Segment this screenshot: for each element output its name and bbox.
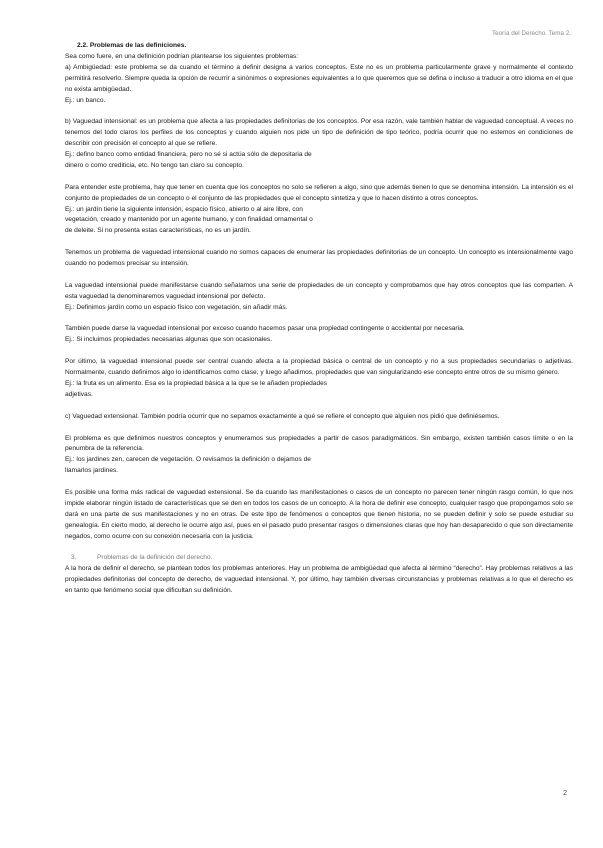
- paragraph: Ej.: defino banco como entidad financiera, pero no sé si actúa sólo de depositaria de: [65, 151, 312, 159]
- paragraph: Por último, la vaguedad intensional puede ser central cuando afecta a la propiedad básica o central de un concepto y no a sus propiedades secundarias o adjetivas. Normalmente, cuando definimos algo lo identificamos como clase, y luego añadimos, propiedades que van singularizando ese concepto entre otros de su mismo género.: [65, 358, 573, 377]
- page-header: Teoría del Derecho. Tema 2.: [492, 30, 571, 37]
- paragraph-gap: [65, 346, 573, 357]
- section-number: 3.: [71, 554, 77, 562]
- paragraph: A la hora de definir el derecho, se plantean todos los problemas anteriores. Hay un problema de ambigüedad que afecta al término “derecho”. Hay problemas relativos a las propiedades definitorias del concepto de derecho, de vaguedad intensional. Y, por último, hay también diversas circunstancias y problemas relativas a lo que el derecho es en tanto que fenómeno social que dificultan su definición.: [65, 565, 573, 595]
- paragraph: Ej.: la fruta es un alimento. Esa es la propiedad básica a la que se le añaden propiedades: [65, 380, 328, 387]
- paragraph: Tenemos un problema de vaguedad intensional cuando no somos capaces de enumerar las propiedades definitorias de un concepto. Un concepto es intensionalmente vago cuando no podemos precisar su intensión.: [65, 249, 573, 268]
- paragraph: Ej.: los jardines zen, carecen de vegetación. O revisamos la definición o dejamos de: [65, 456, 311, 464]
- paragraph-gap: [65, 237, 573, 248]
- document-body: [65, 41, 573, 597]
- paragraph: Sea como fuere, en una definición podrían plantearse los siguientes problemas:: [65, 52, 299, 60]
- section-title: Problemas de la definición del derecho.: [97, 554, 213, 562]
- paragraph-gap: [65, 270, 573, 281]
- paragraph: Ej.: Si incluimos propiedades necesarias algunas que son ocasionales.: [65, 336, 273, 344]
- paragraph: Es posible una forma más radical de vaguedad extensional. Se da cuando las manifestaciones o casos de un concepto no parecen tener ningún rasgo común, lo que nos impide elaborar ningún listado de características que se den en todos los casos de un concepto. A la hora de definir ese concepto, cualquier rasgo que propongamos solo se dará en una parte de sus manifestaciones y no en otras. De este tipo de fenómenos o conceptos que tienen historia, no se pueden definir y solo se puede estudiar su genealogía. En cierto modo, al derecho le ocurre algo así, pues en el pasado pudo presentar rasgos o dimensiones claras que hoy han desaparecido o que son directamente negados, como ocurre con su conexión necesaria con la justicia.: [65, 489, 573, 540]
- paragraph-gap: [65, 423, 573, 434]
- paragraph: Para entender este problema, hay que tener en cuenta que los conceptos no solo se refieren a algo, sino que además tienen lo que se denomina intensión. La intensión es el conjunto de propiedades de un concepto o el conjunto de las propiedades que el concepto sintetiza y que lo hacen distinto a otros conceptos.: [65, 183, 573, 202]
- page-number: 2: [563, 790, 567, 797]
- paragraph: También puede darse la vaguedad intensional por exceso cuando hacemos pasar una propiedad contingente o accidental por necesaria.: [65, 325, 465, 333]
- section-heading: 2.2. Problemas de las definiciones.: [77, 42, 187, 49]
- paragraph: Ej.: un banco.: [65, 96, 106, 104]
- paragraph: vegetación, creado y mantenido por un agente humano, y con finalidad ornamental o: [65, 216, 313, 224]
- paragraph: b) Vaguedad intensional: es un problema que afecta a las propiedades definitorias de los conceptos. Por esa razón, vale también hablar de vaguedad conceptual. A veces no tenemos del todo claros los perfiles de los conceptos y cuando alguien nos pide un tipo de definición de tipo teórico, podría ocurrir que no estemos en condiciones de describir con precisión el concepto al que se refiere.: [65, 118, 573, 148]
- paragraph: de deleite. Si no presenta estas características, no es un jardín.: [65, 227, 251, 235]
- paragraph: Ej.: Definimos jardín como un espacio físico con vegetación, sin añadir más.: [65, 303, 288, 311]
- paragraph-gap: [65, 172, 573, 183]
- paragraph-gap: [65, 314, 573, 325]
- paragraph: c) Vaguedad extensional. También podría ocurrir que no sepamos exactamente a qué se refiere el concepto que alguien nos pidió que definiésemos.: [65, 412, 500, 420]
- paragraph-gap: [65, 477, 573, 488]
- paragraph: Ej.: un jardín tiene la siguiente intensión, espacio físico, abierto o al aire libre, con: [65, 205, 303, 213]
- paragraph: llamarlos jardines.: [65, 467, 119, 475]
- paragraph: a) Ambigüedad: este problema se da cuando el término a definir designa a varios conceptos. Este no es un problema particularmente grave y normalmente el contexto permitirá resolverlo. Siempre queda la opción de recurrir a sinónimos o expresiones equivalentes a lo que queremos que se defina o incluso a traducir a otro idioma en el que no exista ambigüedad.: [65, 63, 573, 93]
- paragraph-gap: [65, 401, 573, 412]
- section-3-heading: [65, 553, 573, 564]
- paragraph: El problema es que definimos nuestros conceptos y enumeramos sus propiedades a partir de casos paradigmáticos. Sin embargo, existen también casos límite o en la penumbra de la referencia.: [65, 434, 573, 453]
- paragraph-gap: [65, 543, 573, 554]
- paragraph: adjetivas.: [65, 390, 93, 398]
- paragraph: La vaguedad intensional puede manifestarse cuando señalamos una serie de propiedades de un concepto y comprobamos que hay otros conceptos que las comparten. A esta vaguedad la denominaremos vaguedad intensional por defecto.: [65, 281, 573, 300]
- paragraph-gap: [65, 106, 573, 117]
- paragraph: dinero o como crediticia, etc. No tengo tan claro su concepto.: [65, 161, 244, 169]
